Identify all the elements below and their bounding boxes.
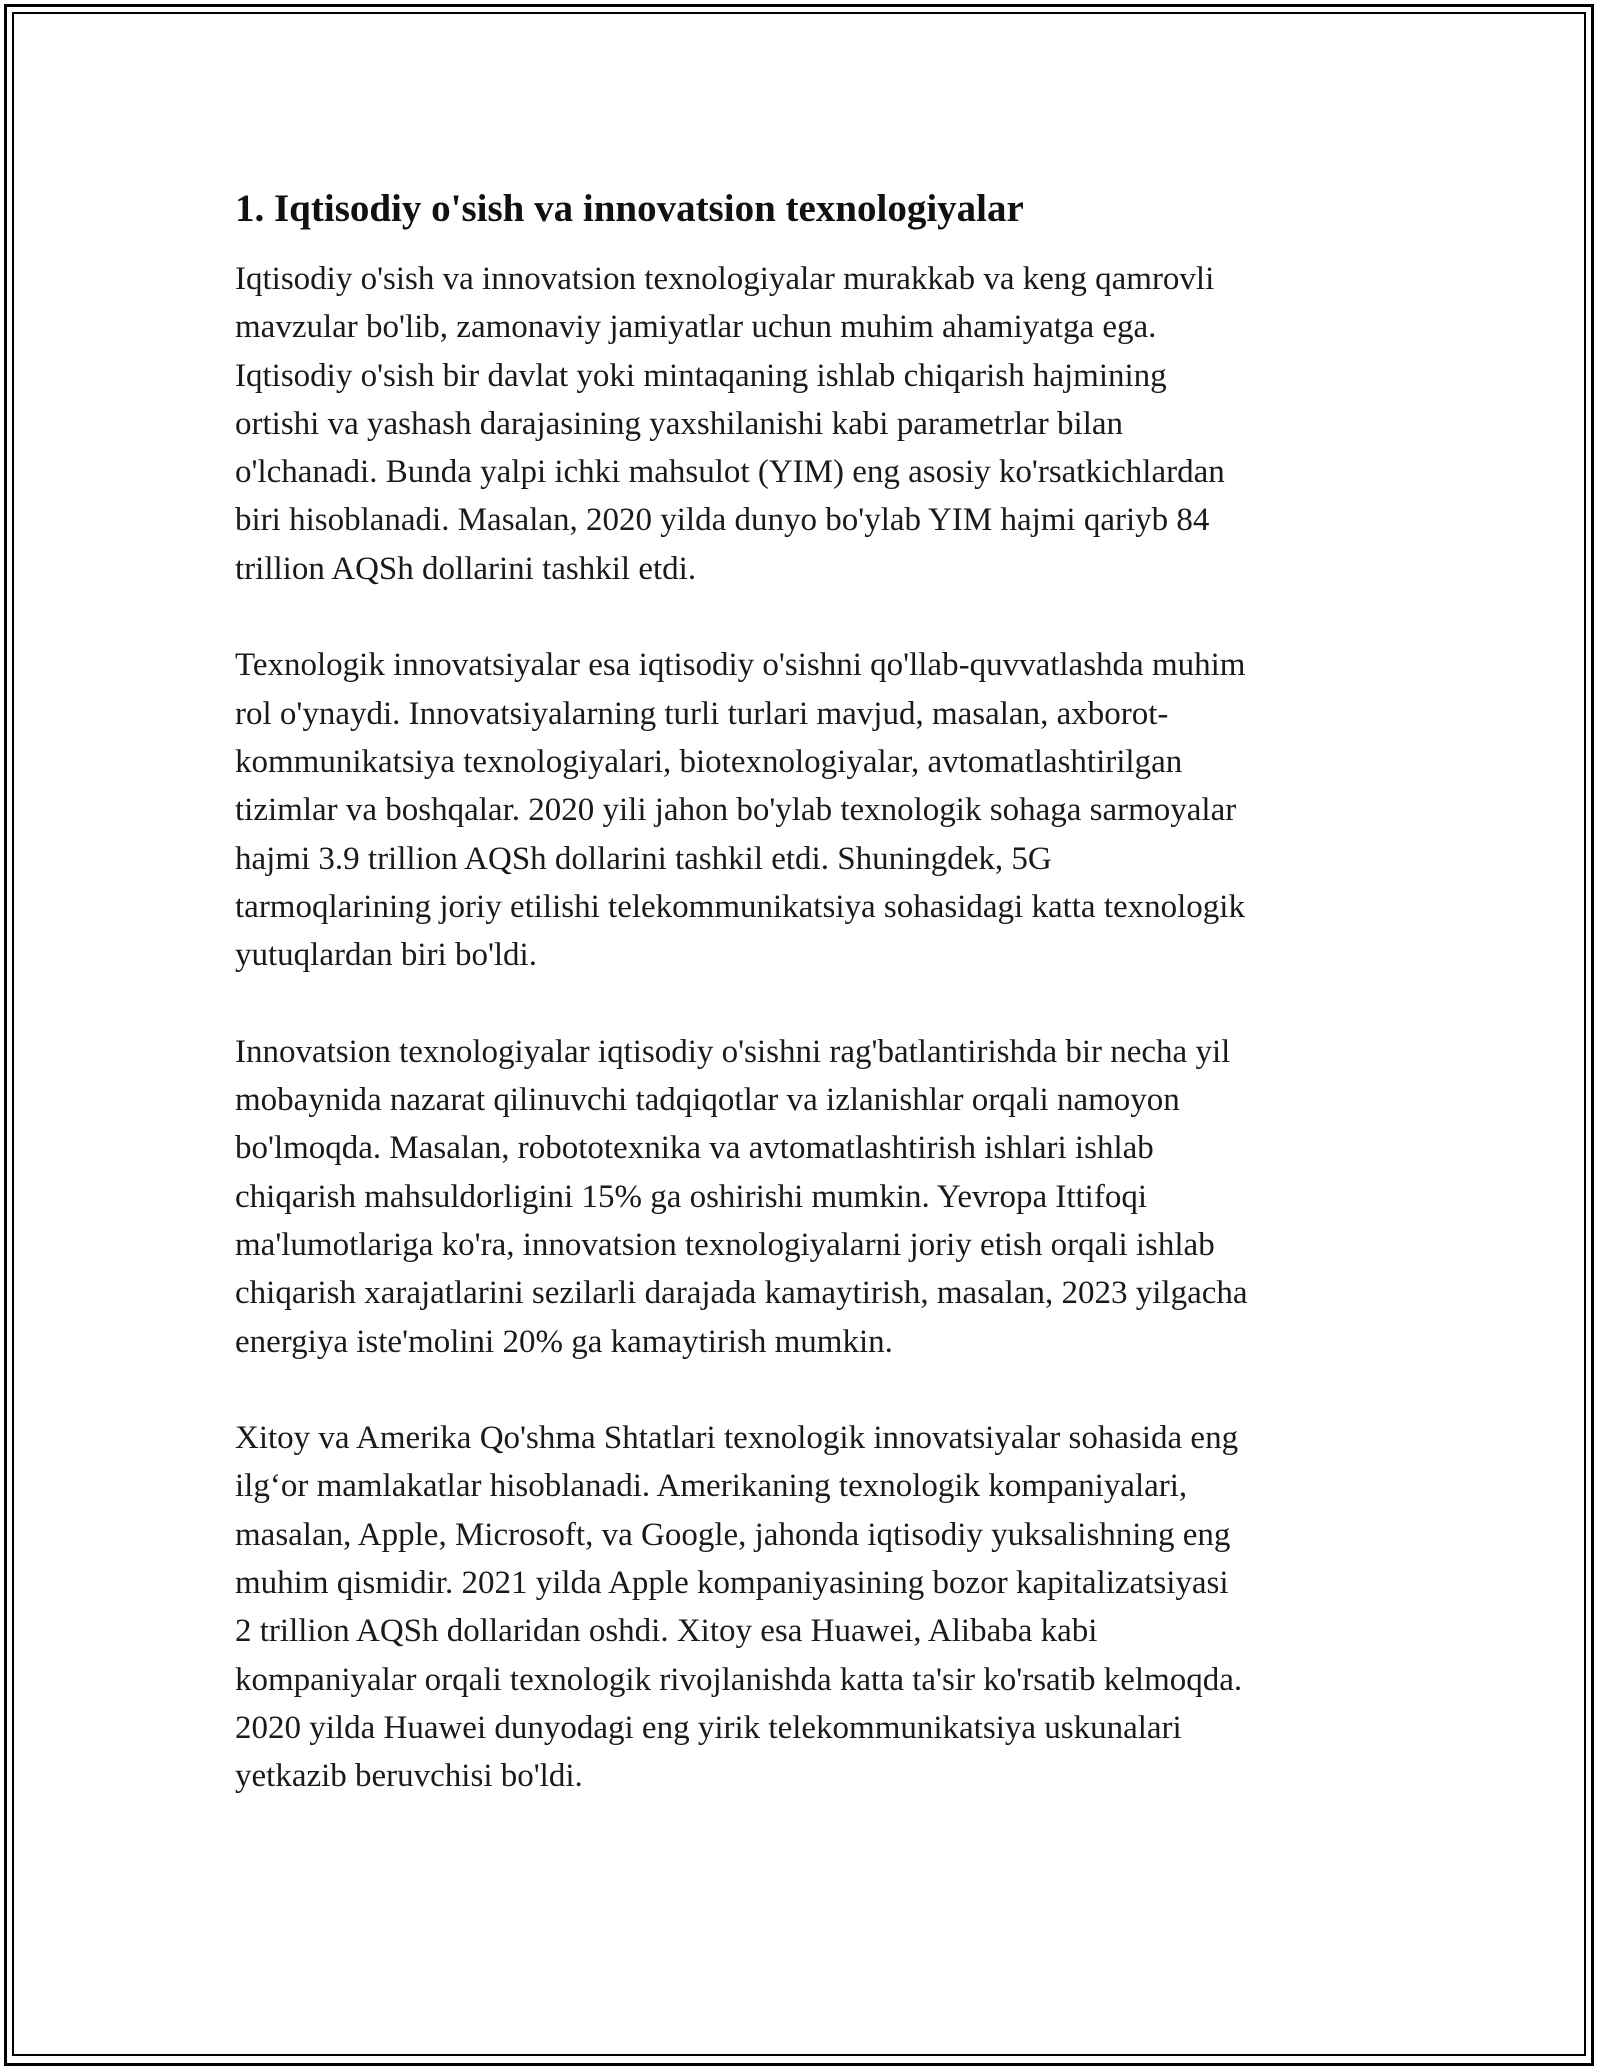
paragraph-1: Iqtisodiy o'sish va innovatsion texnologiyalar murakkab va keng qamrovli mavzular bo'lib, zamonaviy jamiyatlar uchun muhim ahamiyatga ega. Iqtisodiy o'sish bir davlat yoki mintaqaning ishlab chiqarish hajmining ortishi va yashash darajasining yaxshilanishi kabi parametrlar bilan o'lchanadi. Bunda yalpi ichki mahsulot (YIM) eng asosiy ko'rsatkichlardan biri hisoblanadi. Masalan, 2020 yilda dunyo bo'ylab YIM hajmi qariyb 84 trillion AQSh dollarini tashkil etdi. [235, 261, 1225, 587]
document-body [235, 185, 1385, 1849]
paragraph-3: Innovatsion texnologiyalar iqtisodiy o'sishni rag'batlantirishda bir necha yil mobaynida nazarat qilinuvchi tadqiqotlar va izlanishlar orqali namoyon bo'lmoqda. Masalan, robototexnika va avtomatlashtirish ishlari ishlab chiqarish mahsuldorligini 15% ga oshirishi mumkin. Yevropa Ittifoqi ma'lumotlariga ko'ra, innovatsion texnologiyalarni joriy etish orqali ishlab chiqarish xarajatlarini sezilarli darajada kamaytirish, masalan, 2023 yilgacha energiya iste'molini 20% ga kamaytirish mumkin. [235, 1033, 1248, 1360]
paragraph-2: Texnologik innovatsiyalar esa iqtisodiy o'sishni qo'llab-quvvatlashda muhim rol o'ynaydi. Innovatsiyalarning turli turlari mavjud, masalan, axborot- kommunikatsiya texnologiyalari, biotexnologiyalar, avtomatlashtirilgan tizimlar va boshqalar. 2020 yili jahon bo'ylab texnologik sohaga sarmoyalar hajmi 3.9 trillion AQSh dollarini tashkil etdi. Shuningdek, 5G tarmoqlarining joriy etilishi telekommunikatsiya sohasidagi katta texnologik yutuqlardan biri bo'ldi. [235, 647, 1246, 974]
section-title: 1. Iqtisodiy o'sish va innovatsion texnologiyalar [235, 187, 1024, 230]
paragraph-4: Xitoy va Amerika Qo'shma Shtatlari texnologik innovatsiyalar sohasida eng ilg‘or mamlakatlar hisoblanadi. Amerikaning texnologik kompaniyalari, masalan, Apple, Microsoft, va Google, jahonda iqtisodiy yuksalishning eng muhim qismidir. 2021 yilda Apple kompaniyasining bozor kapitalizatsiyasi 2 trillion AQSh dollaridan oshdi. Xitoy esa Huawei, Alibaba kabi kompaniyalar orqali texnologik rivojlanishda katta ta'sir ko'rsatib kelmoqda. 2020 yilda Huawei dunyodagi eng yirik telekommunikatsiya uskunalari yetkazib beruvchisi bo'ldi. [235, 1420, 1243, 1795]
